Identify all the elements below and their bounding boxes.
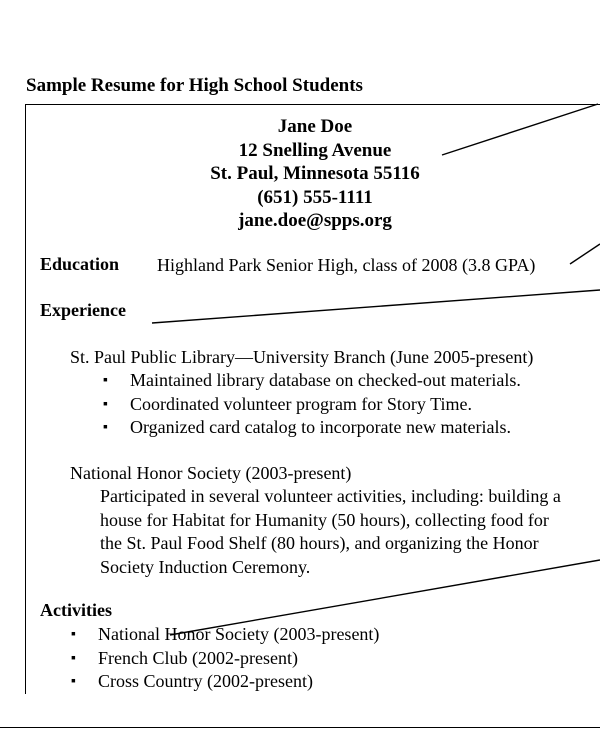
bullet-icon: ▪	[103, 420, 108, 435]
education-label: Education	[40, 254, 120, 274]
description-line: house for Habitat for Humanity (50 hours), collecting food for	[100, 509, 549, 530]
annotation-line-experience	[152, 290, 600, 323]
bullet-icon: ▪	[103, 396, 108, 412]
job-bullets-library	[103, 369, 521, 440]
job-heading-nhs: National Honor Society (2003-present)	[70, 463, 352, 483]
job-heading-library: St. Paul Public Library—University Branch (June 2005-present)	[70, 347, 534, 367]
experience-label: Experience	[40, 300, 126, 320]
activities-list	[71, 623, 380, 694]
activities-label: Activities	[40, 600, 112, 620]
list-item: ▪ National Honor Society (2003-present)	[98, 623, 379, 647]
page-title: Sample Resume for High School Students	[26, 75, 363, 96]
education-text: Highland Park Senior High, class of 2008 (3.8 GPA)	[157, 255, 536, 275]
list-item: ▪ Organized card catalog to incorporate new materials.	[130, 416, 521, 440]
contact-header	[0, 115, 600, 233]
description-line: the St. Paul Food Shelf (80 hours), and organizing the Honor	[100, 533, 539, 553]
list-item: ▪ Maintained library database on checked-out materials.	[130, 369, 521, 393]
bullet-icon: ▪	[71, 674, 76, 689]
list-item: ▪ Cross Country (2002-present)	[98, 670, 379, 694]
description-line: Society Induction Ceremony.	[100, 556, 311, 577]
contact-street: 12 Snelling Avenue	[238, 139, 392, 161]
bullet-icon: ▪	[103, 373, 108, 388]
contact-name: Jane Doe	[277, 116, 353, 137]
list-item: ▪ Coordinated volunteer program for Story Time.	[130, 393, 521, 417]
contact-email: jane.doe@spps.org	[238, 210, 392, 231]
job-description-nhs	[100, 485, 561, 579]
bullet-icon: ▪	[71, 650, 76, 666]
contact-city: St. Paul, Minnesota 55116	[210, 163, 420, 184]
list-item: ▪ French Club (2002-present)	[98, 647, 379, 671]
annotation-line-education	[570, 244, 600, 264]
bullet-icon: ▪	[71, 627, 76, 642]
contact-phone: (651) 555-1111	[257, 186, 373, 208]
description-line: Participated in several volunteer activities, including: building a	[100, 486, 561, 506]
